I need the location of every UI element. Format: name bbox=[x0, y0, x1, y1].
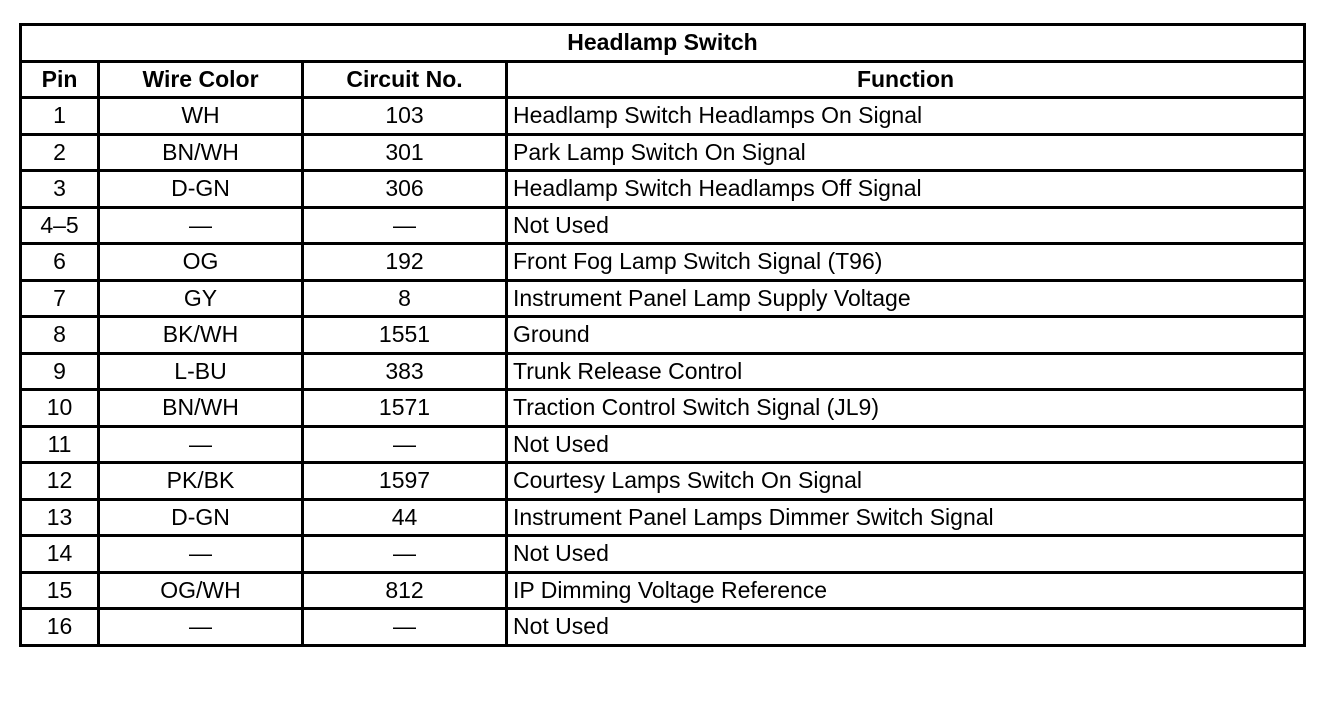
function-cell: Courtesy Lamps Switch On Signal bbox=[507, 463, 1305, 500]
headlamp-switch-pinout-table bbox=[19, 23, 1306, 647]
function-cell: Headlamp Switch Headlamps On Signal bbox=[507, 98, 1305, 135]
circuit-cell: — bbox=[303, 609, 507, 646]
function-cell: IP Dimming Voltage Reference bbox=[507, 572, 1305, 609]
table-row bbox=[21, 609, 1305, 646]
function-cell: Traction Control Switch Signal (JL9) bbox=[507, 390, 1305, 427]
table-row bbox=[21, 134, 1305, 171]
table-header-row bbox=[21, 61, 1305, 98]
table-row bbox=[21, 426, 1305, 463]
function-cell: Instrument Panel Lamp Supply Voltage bbox=[507, 280, 1305, 317]
function-cell: Ground bbox=[507, 317, 1305, 354]
wire-color-cell: OG/WH bbox=[99, 572, 303, 609]
function-cell: Not Used bbox=[507, 536, 1305, 573]
function-cell: Not Used bbox=[507, 426, 1305, 463]
header-circuit: Circuit No. bbox=[303, 61, 507, 98]
circuit-cell: 812 bbox=[303, 572, 507, 609]
wire-color-cell: BN/WH bbox=[99, 390, 303, 427]
circuit-cell: 192 bbox=[303, 244, 507, 281]
circuit-cell: — bbox=[303, 536, 507, 573]
function-cell: Not Used bbox=[507, 609, 1305, 646]
wire-color-cell: — bbox=[99, 426, 303, 463]
table-row bbox=[21, 536, 1305, 573]
wire-color-cell: — bbox=[99, 609, 303, 646]
pin-cell: 1 bbox=[21, 98, 99, 135]
circuit-cell: 306 bbox=[303, 171, 507, 208]
circuit-cell: — bbox=[303, 426, 507, 463]
table-body bbox=[21, 98, 1305, 646]
wire-color-cell: PK/BK bbox=[99, 463, 303, 500]
table-row bbox=[21, 390, 1305, 427]
wire-color-cell: — bbox=[99, 207, 303, 244]
wire-color-cell: — bbox=[99, 536, 303, 573]
wire-color-cell: BN/WH bbox=[99, 134, 303, 171]
circuit-cell: 1571 bbox=[303, 390, 507, 427]
circuit-cell: — bbox=[303, 207, 507, 244]
pin-cell: 2 bbox=[21, 134, 99, 171]
circuit-cell: 1597 bbox=[303, 463, 507, 500]
header-function: Function bbox=[507, 61, 1305, 98]
function-cell: Park Lamp Switch On Signal bbox=[507, 134, 1305, 171]
pin-cell: 4–5 bbox=[21, 207, 99, 244]
circuit-cell: 383 bbox=[303, 353, 507, 390]
wire-color-cell: D-GN bbox=[99, 499, 303, 536]
table-row bbox=[21, 98, 1305, 135]
circuit-cell: 1551 bbox=[303, 317, 507, 354]
pin-cell: 7 bbox=[21, 280, 99, 317]
pin-cell: 9 bbox=[21, 353, 99, 390]
pin-cell: 16 bbox=[21, 609, 99, 646]
wire-color-cell: GY bbox=[99, 280, 303, 317]
header-wire-color: Wire Color bbox=[99, 61, 303, 98]
table-title: Headlamp Switch bbox=[21, 25, 1305, 62]
function-cell: Not Used bbox=[507, 207, 1305, 244]
wire-color-cell: D-GN bbox=[99, 171, 303, 208]
pin-cell: 6 bbox=[21, 244, 99, 281]
pin-cell: 15 bbox=[21, 572, 99, 609]
wire-color-cell: L-BU bbox=[99, 353, 303, 390]
table-row bbox=[21, 353, 1305, 390]
circuit-cell: 44 bbox=[303, 499, 507, 536]
pin-cell: 10 bbox=[21, 390, 99, 427]
table-row bbox=[21, 280, 1305, 317]
table-title-row bbox=[21, 25, 1305, 62]
function-cell: Front Fog Lamp Switch Signal (T96) bbox=[507, 244, 1305, 281]
circuit-cell: 103 bbox=[303, 98, 507, 135]
pin-cell: 11 bbox=[21, 426, 99, 463]
pin-cell: 13 bbox=[21, 499, 99, 536]
table-row bbox=[21, 499, 1305, 536]
wire-color-cell: WH bbox=[99, 98, 303, 135]
circuit-cell: 8 bbox=[303, 280, 507, 317]
table-row bbox=[21, 207, 1305, 244]
table-row bbox=[21, 171, 1305, 208]
wire-color-cell: BK/WH bbox=[99, 317, 303, 354]
function-cell: Instrument Panel Lamps Dimmer Switch Signal bbox=[507, 499, 1305, 536]
table-row bbox=[21, 244, 1305, 281]
function-cell: Trunk Release Control bbox=[507, 353, 1305, 390]
pin-cell: 8 bbox=[21, 317, 99, 354]
function-cell: Headlamp Switch Headlamps Off Signal bbox=[507, 171, 1305, 208]
circuit-cell: 301 bbox=[303, 134, 507, 171]
pin-cell: 14 bbox=[21, 536, 99, 573]
pin-cell: 12 bbox=[21, 463, 99, 500]
table-row bbox=[21, 317, 1305, 354]
header-pin: Pin bbox=[21, 61, 99, 98]
pin-cell: 3 bbox=[21, 171, 99, 208]
table-row bbox=[21, 463, 1305, 500]
table-row bbox=[21, 572, 1305, 609]
wire-color-cell: OG bbox=[99, 244, 303, 281]
